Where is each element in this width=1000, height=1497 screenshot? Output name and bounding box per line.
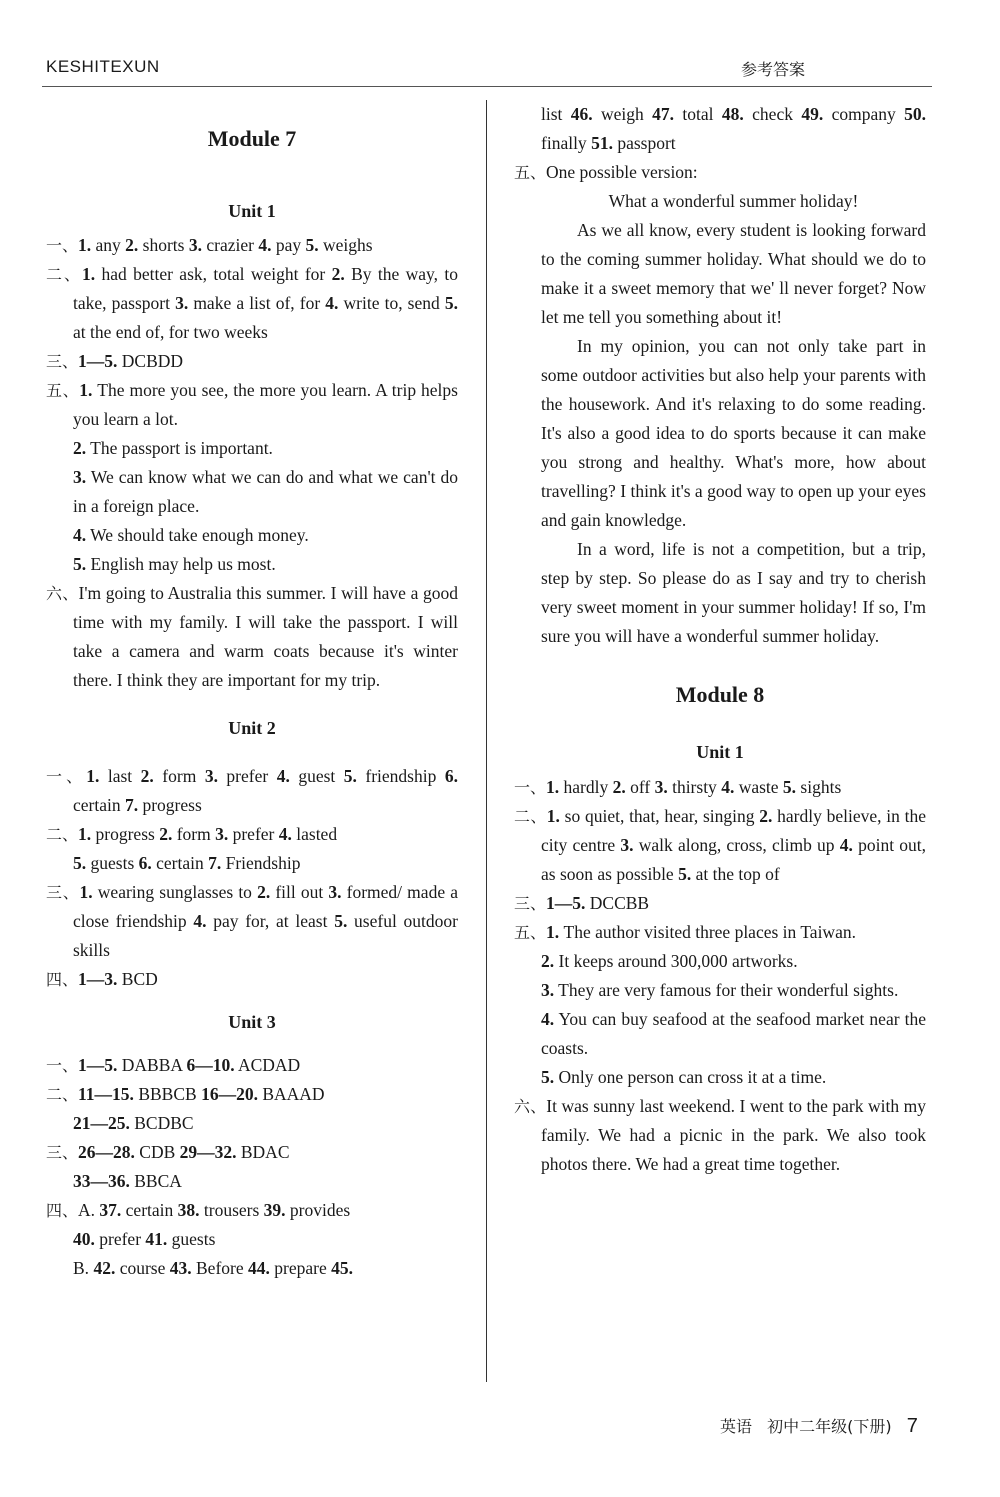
m7u1-section-6: 六、I'm going to Australia this summer. I will have a good time with my family. I will take the passport. I will take a camera and warm coats because it's winter there. I think they are important for my trip.	[46, 583, 458, 690]
m7u1-section-5-item-1: 五、1. The more you see, the more you learn. A trip helps you learn a lot.	[46, 380, 458, 429]
module-8-title: Module 8	[675, 682, 765, 707]
header-series-name: KESHITEXUN	[46, 57, 160, 76]
m7u1-section-5-item-4: 4. We should take enough money.	[73, 525, 309, 545]
m7u3-section-2: 二、11—15. BBBCB 16—20. BAAAD 21—25. BCDBC	[46, 1084, 325, 1133]
module-7-title: Module 7	[207, 126, 297, 151]
m8u1-section-6: 六、It was sunny last weekend. I went to the park with my family. We had a picnic in the park. We also took photos there. We had a great time together.	[514, 1096, 926, 1174]
m7u1-section-5-item-5: 5. English may help us most.	[73, 554, 276, 574]
m7u1-section-5-item-2: 2. The passport is important.	[73, 438, 273, 458]
unit-2-title: Unit 2	[228, 718, 276, 738]
m8u1-section-5-item-5: 5. Only one person can cross it at a time.	[541, 1067, 827, 1087]
footer-grade: 初中二年级(下册)	[767, 1417, 892, 1436]
m8u1-section-1: 一、1. hardly 2. off 3. thirsty 4. waste 5. sights	[514, 777, 842, 797]
footer-subject: 英语	[720, 1417, 753, 1436]
m8u1-section-5-item-3: 3. They are very famous for their wonderful sights.	[541, 980, 899, 1000]
page-footer	[720, 1414, 928, 1438]
essay-paragraph-3: In a word, life is not a competition, but a trip, step by step. So please do as I say and try to cherish very sweet moment in your summer holiday! If so, I'm sure you will have a wonderful summer holiday.	[541, 539, 926, 646]
m8-unit-1-title: Unit 1	[696, 742, 744, 762]
column-divider	[486, 100, 487, 1382]
m8u1-section-2: 二、1. so quiet, that, hear, singing 2. hardly believe, in the city centre 3. walk along, cross, climb up 4. point out, as soon as possible 5. at the top of	[514, 806, 927, 884]
essay-paragraph-1: As we all know, every student is looking forward to the coming summer holiday. What should we do to make it a sweet memory that we' ll never forget? Now let me tell you something about it!	[541, 220, 926, 327]
right-column	[514, 100, 926, 1179]
m7u1-section-5-item-3: 3. We can know what we can do and what we can't do in a foreign place.	[73, 467, 458, 516]
header-answer-key-title: 参考答案	[741, 60, 806, 79]
header-divider	[42, 86, 932, 87]
m7u3-section-3: 三、26—28. CDB 29—32. BDAC 33—36. BBCA	[46, 1142, 290, 1191]
m7u1-section-3: 三、1—5. DCBDD	[46, 351, 184, 371]
essay-paragraph-2: In my opinion, you can not only take part in some outdoor activities but also help your parents with the housework. And it's relaxing to do some reading. It's also a good idea to do sports because it can make you strong and healthy. What's more, how about travelling? I think it's a good way to open up your eyes and gain knowledge.	[541, 336, 926, 530]
m8u1-section-5-item-4: 4. You can buy seafood at the seafood market near the coasts.	[541, 1009, 926, 1058]
m7u1-section-1: 一、1. any 2. shorts 3. crazier 4. pay 5. weighs	[46, 235, 373, 255]
m7u2-section-4: 四、1—3. BCD	[46, 969, 158, 989]
m8u1-section-5-item-2: 2. It keeps around 300,000 artworks.	[541, 951, 798, 971]
left-column	[46, 100, 458, 1283]
m7u2-section-1: 一、1. last 2. form 3. prefer 4. guest 5. friendship 6. certain 7. progress	[46, 766, 458, 815]
m8u1-section-5-item-1: 五、1. The author visited three places in Taiwan.	[514, 922, 856, 942]
m7u2-section-3: 三、1. wearing sunglasses to 2. fill out 3. formed/ made a close friendship 4. pay for, at least 5. useful outdoor skills	[46, 882, 458, 960]
page-number: 7	[906, 1415, 918, 1437]
m8u1-section-3: 三、1—5. DCCBB	[514, 893, 650, 913]
unit-3-title: Unit 3	[228, 1012, 276, 1032]
essay-title: What a wonderful summer holiday!	[608, 191, 859, 211]
m7u3-section-1: 一、1—5. DABBA 6—10. ACDAD	[46, 1055, 301, 1075]
m7u3-section-4-continued: list 46. weigh 47. total 48. check 49. company 50. finally 51. passport	[541, 104, 926, 153]
m7u2-section-2: 二、1. progress 2. form 3. prefer 4. lasted 5. guests 6. certain 7. Friendship	[46, 824, 338, 873]
m7u3-section-4: 四、A. 37. certain 38. trousers 39. provides 40. prefer 41. guests B. 42. course 43. Before 44. prepare 45.	[46, 1200, 353, 1278]
m7u3-section-5-intro: 五、One possible version:	[514, 162, 698, 182]
m7u1-section-2: 二、1. had better ask, total weight for 2. By the way, to take, passport 3. make a list of, for 4. write to, send 5. at the end of, for two weeks	[46, 264, 458, 342]
unit-1-title: Unit 1	[228, 201, 276, 221]
